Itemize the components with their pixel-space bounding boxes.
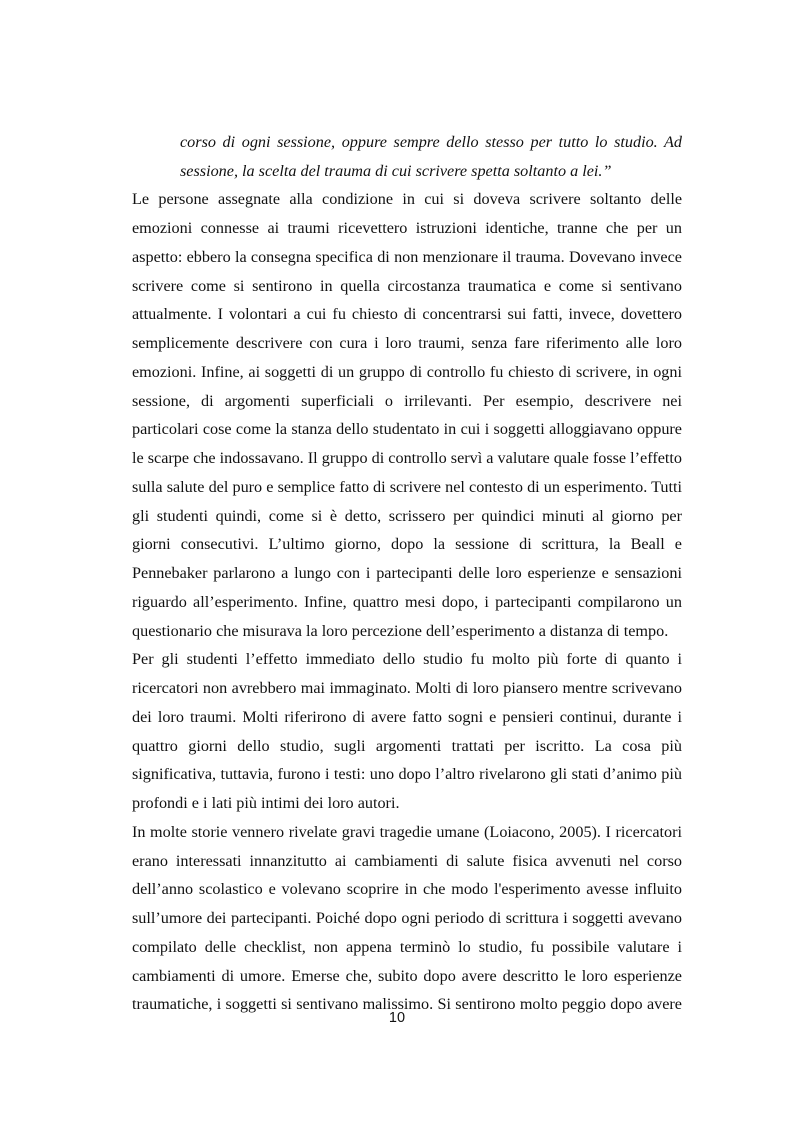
paragraph-line: Per gli studenti l’effetto immediato dello studio fu molto più forte di quanto i <box>132 650 682 668</box>
paragraph-line: riguardo all’esperimento. Infine, quattro mesi dopo, i partecipanti compilarono un <box>132 593 682 611</box>
paragraph-line: sulla salute del puro e semplice fatto di scrivere nel contesto di un esperimento. Tutti <box>132 478 682 496</box>
paragraph-line: sessione, di argomenti superficiali o irrilevanti. Per esempio, descrivere nei <box>132 392 682 410</box>
paragraph-line: profondi e i lati più intimi dei loro autori. <box>132 794 400 812</box>
paragraph-line: traumatiche, i soggetti si sentivano malissimo. Si sentirono molto peggio dopo avere <box>132 995 682 1013</box>
paragraph-line: scrivere come si sentirono in quella circostanza traumatica e come si sentivano <box>132 277 682 295</box>
paragraph-line: cambiamenti di umore. Emerse che, subito dopo avere descritto le loro esperienze <box>132 967 682 985</box>
paragraph-line: significativa, tuttavia, furono i testi: uno dopo l’altro rivelarono gli stati d’animo più <box>132 765 682 783</box>
quote-line: sessione, la scelta del trauma di cui scrivere spetta soltanto a lei.” <box>180 162 612 180</box>
paragraph-line: aspetto: ebbero la consegna specifica di non menzionare il trauma. Dovevano invece <box>132 248 682 266</box>
paragraph-line: emozioni connesse ai traumi ricevettero istruzioni identiche, tranne che per un <box>132 219 682 237</box>
paragraph-line: erano interessati innanzitutto ai cambiamenti di salute fisica avvenuti nel corso <box>132 852 682 870</box>
paragraph-line: particolari cose come la stanza dello studentato in cui i soggetti alloggiavano oppure <box>132 420 682 438</box>
paragraph-line: questionario che misurava la loro percezione dell’esperimento a distanza di tempo. <box>132 622 669 640</box>
paragraph-line: gli studenti quindi, come si è detto, scrissero per quindici minuti al giorno per <box>132 507 682 525</box>
paragraph-line: ricercatori non avrebbero mai immaginato. Molti di loro piansero mentre scrivevano <box>132 679 682 697</box>
paragraph-line: attualmente. I volontari a cui fu chiesto di concentrarsi sui fatti, invece, dovettero <box>132 305 682 323</box>
paragraph-line: In molte storie vennero rivelate gravi tragedie umane (Loiacono, 2005). I ricercatori <box>132 823 682 841</box>
paragraph-line: quattro giorni dello studio, sugli argomenti trattati per iscritto. La cosa più <box>132 737 682 755</box>
paragraph-line: sull’umore dei partecipanti. Poiché dopo ogni periodo di scrittura i soggetti avevano <box>132 909 682 927</box>
paragraph-line: Le persone assegnate alla condizione in cui si doveva scrivere soltanto delle <box>132 190 682 208</box>
paragraph-line: compilato delle checklist, non appena terminò lo studio, fu possibile valutare i <box>132 938 682 956</box>
paragraph-line: Pennebaker parlarono a lungo con i partecipanti delle loro esperienze e sensazioni <box>132 564 682 582</box>
page-number: 10 <box>388 1010 406 1026</box>
paragraph-line: emozioni. Infine, ai soggetti di un gruppo di controllo fu chiesto di scrivere, in ogni <box>132 363 682 381</box>
paragraph-line: giorni consecutivi. L’ultimo giorno, dopo la sessione di scrittura, la Beall e <box>132 535 682 553</box>
paragraph-line: dell’anno scolastico e volevano scoprire in che modo l'esperimento avesse influito <box>132 880 682 898</box>
quote-line: corso di ogni sessione, oppure sempre dello stesso per tutto lo studio. Ad <box>180 133 682 151</box>
paragraph-line: semplicemente descrivere con cura i loro traumi, senza fare riferimento alle loro <box>132 334 682 352</box>
paragraph-line: dei loro traumi. Molti riferirono di avere fatto sogni e pensieri continui, durante i <box>132 708 682 726</box>
paragraph-line: le scarpe che indossavano. Il gruppo di controllo servì a valutare quale fosse l’effetto <box>132 449 682 467</box>
